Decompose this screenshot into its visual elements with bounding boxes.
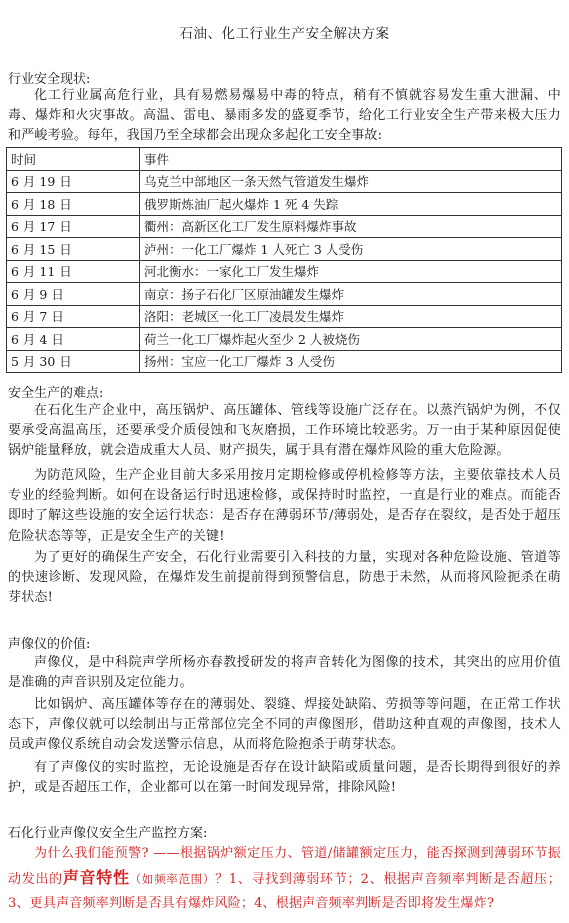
table-header-row (7, 148, 562, 171)
incident-table (6, 147, 562, 373)
plan-emphasis: 声音特性 (62, 868, 130, 887)
column-header-event: 事件 (140, 148, 562, 171)
cell-date: 6 月 17 日 (7, 215, 140, 238)
value-paragraph-3: 有了声像仪的实时监控，无论设施是否存在设计缺陷或质量问题，是否长期得到很好的养护，或是否超压工作，企业都可以在第一时间发现异常，排除风险! (8, 760, 561, 796)
cell-event: 乌克兰中部地区一条天然气管道发生爆炸 (140, 170, 562, 193)
cell-date: 6 月 19 日 (7, 170, 140, 193)
document-title: 石油、化工行业生产安全解决方案 (179, 26, 390, 42)
cell-event: 俄罗斯炼油厂起火爆炸 1 死 4 失踪 (140, 193, 562, 216)
value-paragraph-2: 比如锅炉、高压罐体等存在的薄弱处、裂缝、焊接处缺陷、劳损等等问题，在正常工作状态下，声像仪就可以绘制出与正常部位完全不同的声像图形，借助这种直观的声像图，技术人员或声像仪系统自动会发送警示信息，从而将危险抱杀于萌芽状态。 (8, 697, 561, 753)
cell-event: 洛阳：老城区一化工厂凌晨发生爆炸 (140, 305, 562, 328)
status-paragraph: 化工行业属高危行业，具有易燃易爆易中毒的特点，稍有不慎就容易发生重大泄漏、中毒、爆炸和火灾事故。高温、雷电、暴雨多发的盛夏季节，给化工行业安全生产带来极大压力和严峻考验。每年，我国乃至全球都会出现众多起化工安全事故: (8, 88, 561, 144)
cell-date: 6 月 9 日 (7, 283, 140, 306)
table-row (7, 260, 562, 283)
cell-date: 6 月 11 日 (7, 260, 140, 283)
cell-event: 衢州：高新区化工厂发生原料爆炸事故 (140, 215, 562, 238)
cell-date: 6 月 18 日 (7, 193, 140, 216)
plan-text-after: ？1、寻找到薄弱环节；2、根据声音频率判断是否超压；3、更具声音频率判断是否具有爆炸风险；4、根据声音频率判断是否即将发生爆炸? (8, 872, 561, 911)
cell-event: 荷兰一化工厂爆炸起火至少 2 人被烧伤 (140, 328, 562, 351)
table-row (7, 328, 562, 351)
cell-date: 6 月 4 日 (7, 328, 140, 351)
cell-event: 河北衡水：一家化工厂发生爆炸 (140, 260, 562, 283)
table-row (7, 305, 562, 328)
plan-text-paren: （如频率范围） (129, 872, 216, 886)
cell-event: 扬州：宝应一化工厂爆炸 3 人受伤 (140, 350, 562, 373)
difficulty-paragraph-2: 为防范风险，生产企业目前大多采用按月定期检修或停机检修等方法，主要依靠技术人员专业的经验判断。如何在设备运行时迅速检修，或保持时时监控，一直是行业的难点。而能否即时了解这些设施的安全运行状态：是否存在薄弱环节/薄弱处，是否存在裂纹，是否处于超压危险状态等等，正是安全生产的关键! (8, 468, 561, 544)
table-row (7, 238, 562, 261)
table-row (7, 215, 562, 238)
value-paragraph-1: 声像仪，是中科院声学所杨亦春教授研发的将声音转化为图像的技术，其突出的应用价值是准确的声音识别及定位能力。 (8, 655, 561, 691)
cell-date: 6 月 7 日 (7, 305, 140, 328)
section-label-difficulty: 安全生产的难点: (8, 386, 104, 401)
section-label-status: 行业安全现状: (8, 72, 91, 87)
table-row (7, 283, 562, 306)
section-label-value: 声像仪的价值: (8, 637, 91, 652)
difficulty-paragraph-1: 在石化生产企业中，高压锅炉、高压罐体、管线等设施广泛存在。以蒸汽锅炉为例，不仅要承受高温高压，还要承受介质侵蚀和飞灰磨损，工作环境比较恶劣。万一由于某种原因促使锅炉能量释放，就会造成重大人员、财产损失，属于具有潜在爆炸风险的重大危险源。 (8, 403, 561, 459)
table-row (7, 170, 562, 193)
plan-paragraph (8, 842, 561, 916)
cell-event: 南京：扬子石化厂区原油罐发生爆炸 (140, 283, 562, 306)
cell-date: 5 月 30 日 (7, 350, 140, 373)
table-row (7, 350, 562, 373)
difficulty-paragraph-3: 为了更好的确保生产安全，石化行业需要引入科技的力量，实现对各种危险设施、管道等的快速诊断、发现风险，在爆炸发生前提前得到预警信息，防患于未然，从而将风险扼杀在萌芽状态! (8, 550, 561, 606)
cell-date: 6 月 15 日 (7, 238, 140, 261)
section-label-plan: 石化行业声像仪安全生产监控方案: (8, 826, 208, 841)
cell-event: 泸州：一化工厂爆炸 1 人死亡 3 人受伤 (140, 238, 562, 261)
table-row (7, 193, 562, 216)
plan-text-before: 为什么我们能预警? ——根据锅炉额定压力、管道/储罐额定压力，能否探测到薄弱环节振动发出的 (8, 846, 561, 887)
column-header-time: 时间 (7, 148, 140, 171)
